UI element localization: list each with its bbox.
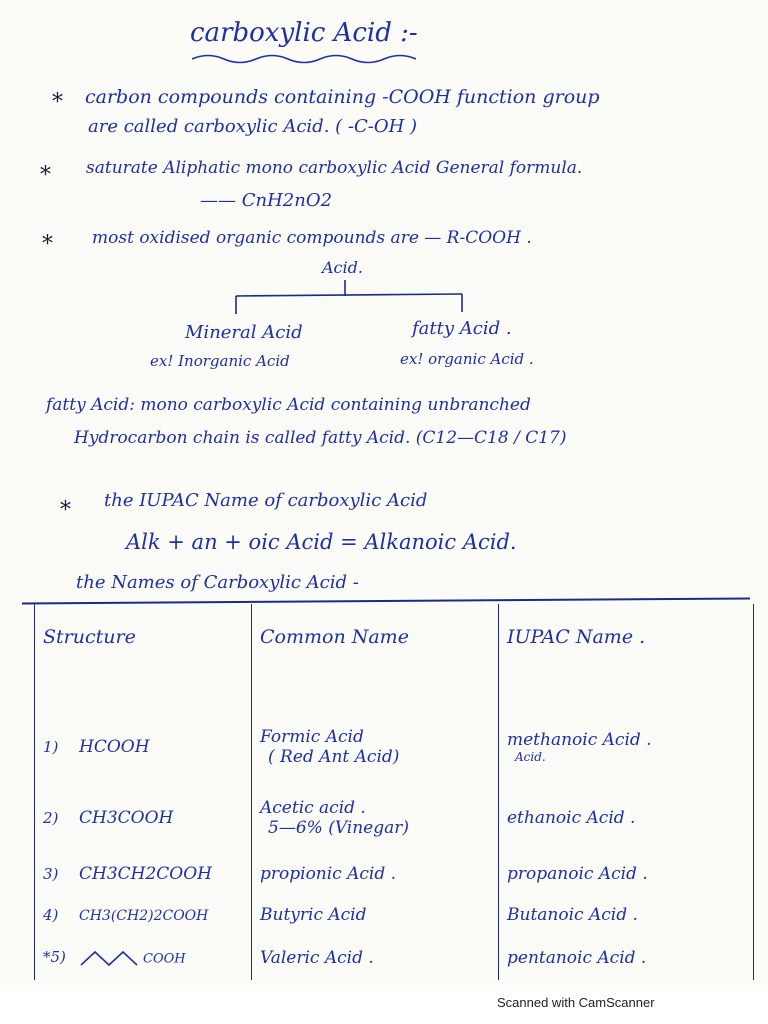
tree-left-label: Mineral Acid [185,322,303,343]
common-name-cell: Valeric Acid . [260,947,374,968]
structure-cell: CH3CH2COOH [79,863,213,884]
row-index: 1) [43,738,59,757]
header-common-name: Common Name [252,604,499,712]
row-index: 4) [43,906,59,925]
common-name-cell: propionic Acid . [260,863,397,884]
iupac-formula: Alk + an + oic Acid = Alkanoic Acid. [126,530,517,554]
table-row [35,783,754,854]
bullet-star: * [42,232,53,257]
common-name-cell: Formic Acid [260,727,364,748]
tree-right-label: fatty Acid . [412,318,512,339]
structure-cell: HCOOH [79,737,150,758]
table-row [35,936,754,980]
iupac-heading: the IUPAC Name of carboxylic Acid [104,490,428,511]
table-header-row [35,604,754,712]
bullet-star: * [40,163,51,188]
structure-cell: CH3COOH [79,808,174,828]
point-2-line-1: saturate Aliphatic mono carboxylic Acid General formula. [86,158,583,178]
zigzag-chain-icon [79,947,143,969]
point-3-line-1: most oxidised organic compounds are — R-COOH . [92,228,532,248]
header-structure: Structure [35,604,252,712]
common-name-note: 5—6% (Vinegar) [268,818,410,838]
names-heading: the Names of Carboxylic Acid - [76,572,359,593]
row-index: 3) [43,864,59,883]
bullet-star: * [52,90,63,115]
structure-cell: CH3(CH2)2COOH [79,908,209,925]
row-index: 2) [43,809,59,827]
header-iupac-name: IUPAC Name . [499,604,754,712]
fatty-acid-def-line-1: fatty Acid: mono carboxylic Acid containing unbranched [46,395,531,415]
common-name-note: ( Red Ant Acid) [268,747,400,768]
fatty-acid-def-line-2: Hydrocarbon chain is called fatty Acid. (C12—C18 / C17) [74,428,567,448]
title-underline [190,52,450,66]
tree-right-example: ex! organic Acid . [400,350,534,368]
table-row [35,895,754,936]
table-row [35,712,754,783]
common-name-cell: Butyric Acid [260,905,367,926]
point-1-line-1: carbon compounds containing -COOH function group [85,86,600,108]
bullet-star: * [60,498,71,523]
scanner-watermark: Scanned with CamScanner [497,995,655,1010]
iupac-name-cell: propanoic Acid . [507,863,648,884]
iupac-name-note: Acid. [515,750,546,765]
carboxylic-acid-names-table [34,604,754,980]
table-row [35,853,754,894]
general-formula: —— CnH2nO2 [200,190,333,211]
scanner-footer [0,985,768,1024]
tree-root: Acid. [322,258,363,277]
iupac-name-cell: Butanoic Acid . [507,905,638,926]
classification-tree [232,280,472,320]
point-1-line-2: are called carboxylic Acid. ( -C-OH ) [88,116,418,137]
iupac-name-cell: methanoic Acid . [507,730,652,751]
tree-left-example: ex! Inorganic Acid [150,352,290,370]
common-name-cell: Acetic acid . [260,798,366,818]
row-index: *5) [43,948,66,967]
iupac-name-cell: ethanoic Acid . [507,808,636,828]
iupac-name-cell: pentanoic Acid . [507,947,647,968]
page-title: carboxylic Acid :- [190,18,418,48]
structure-cell: COOH [143,951,186,967]
